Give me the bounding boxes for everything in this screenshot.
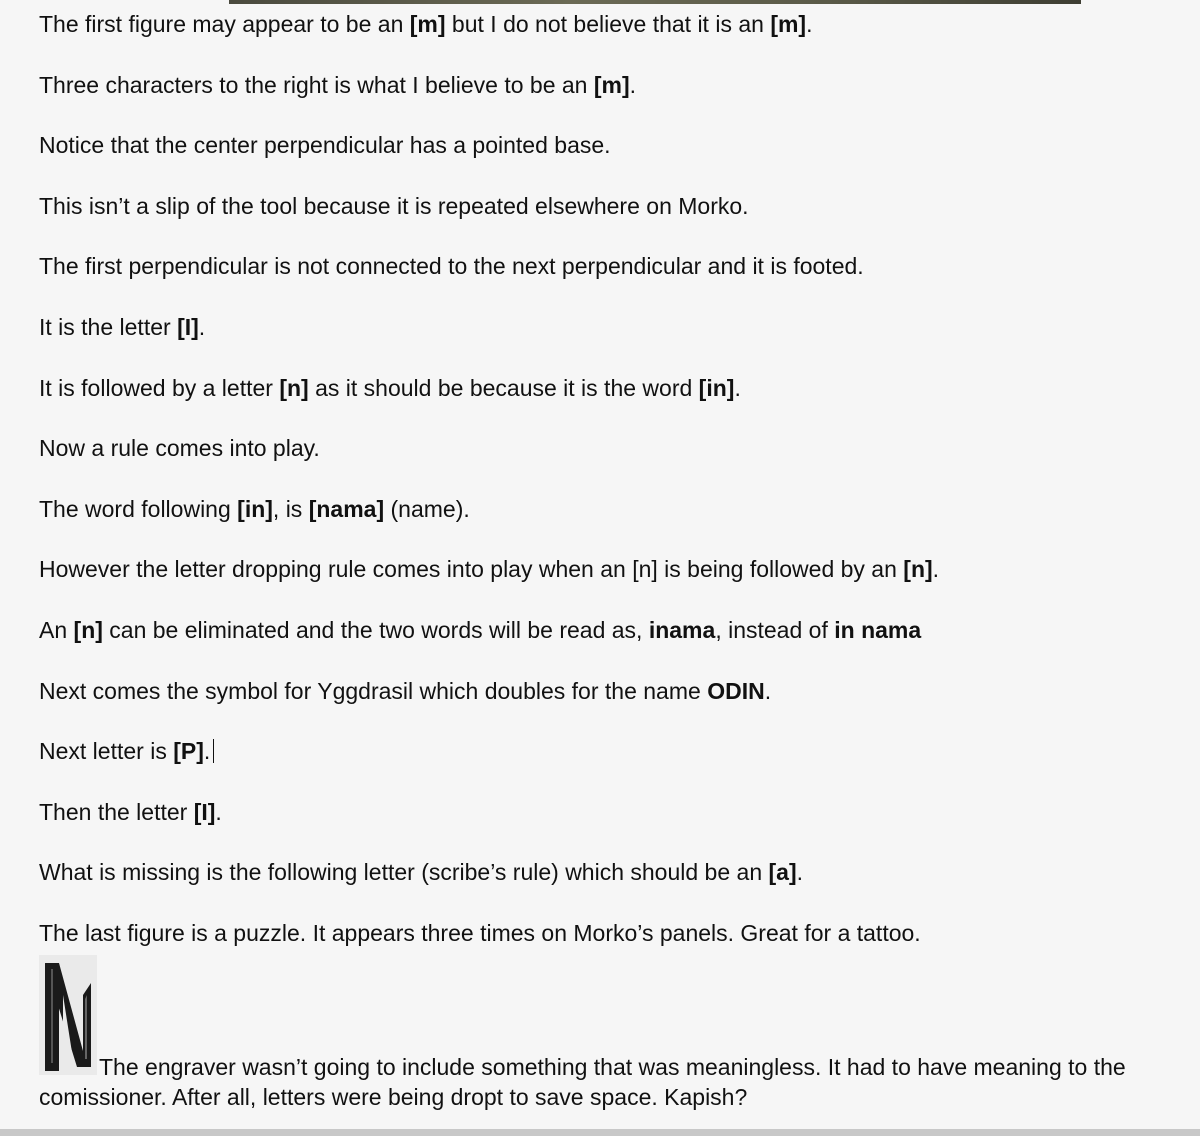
bold-term: [in] [698, 375, 735, 401]
text-run: . [764, 678, 772, 704]
text-line [39, 71, 636, 99]
text-line [39, 495, 470, 523]
text-run: . [806, 11, 813, 37]
text-line [39, 131, 611, 159]
text-run: . [629, 72, 637, 98]
text-run: Notice that the center perpendicular has a pointed base. [39, 132, 611, 158]
bold-term: inama [648, 617, 716, 643]
text-run: as it should be because it is the word [308, 375, 699, 401]
text-line [39, 919, 921, 947]
text-run: can be eliminated and the two words will be read as, [102, 617, 649, 643]
closing-paragraph [39, 1052, 1189, 1112]
text-line [39, 677, 771, 705]
text-run: The first perpendicular is not connected to the next perpendicular and it is footed. [39, 253, 864, 279]
bold-term: [nama] [308, 496, 385, 522]
text-run: . [203, 738, 211, 764]
text-line [39, 798, 222, 826]
bold-term: [m] [409, 11, 446, 37]
text-run: Then the letter [39, 799, 194, 825]
text-run: It is the letter [39, 314, 178, 340]
text-run: . [215, 799, 222, 825]
text-run: , is [272, 496, 309, 522]
text-run: , instead of [715, 617, 835, 643]
text-line [39, 737, 214, 765]
text-line [39, 10, 812, 38]
bold-term: ODIN [707, 678, 765, 704]
text-line [39, 313, 205, 341]
text-run: Three characters to the right is what I believe to be an [39, 72, 594, 98]
bold-term: in nama [834, 617, 922, 643]
bold-term: [m] [593, 72, 630, 98]
top-image-edge [229, 0, 1081, 4]
text-run: This isn’t a slip of the tool because it is repeated elsewhere on Morko. [39, 193, 749, 219]
bold-term: [I] [177, 314, 199, 340]
text-line [39, 616, 921, 644]
text-run: . [734, 375, 741, 401]
text-run: The last figure is a puzzle. It appears three times on Morko’s panels. Great for a tattoo. [39, 920, 921, 946]
text-run: Next comes the symbol for Yggdrasil which doubles for the name [39, 678, 708, 704]
text-run: . [932, 556, 940, 582]
closing-line-1: The engraver wasn’t going to include something that was meaningless. It had to have meaning to the [99, 1054, 1126, 1080]
text-run: However the letter dropping rule comes into play when an [n] is being followed by an [39, 556, 904, 582]
bottom-border [0, 1129, 1200, 1136]
text-run: but I do not believe that it is an [445, 11, 771, 37]
text-run: The word following [39, 496, 238, 522]
bold-term: [in] [237, 496, 273, 522]
text-line [39, 374, 741, 402]
bold-term: [I] [193, 799, 216, 825]
text-line [39, 192, 749, 220]
text-run: The first figure may appear to be an [39, 11, 410, 37]
text-run: An [39, 617, 74, 643]
text-run: Next letter is [39, 738, 174, 764]
bold-term: [n] [73, 617, 103, 643]
bold-term: [P] [173, 738, 204, 764]
bold-term: [a] [768, 859, 797, 885]
bold-term: [n] [279, 375, 309, 401]
bold-term: [n] [903, 556, 933, 582]
text-run: . [796, 859, 804, 885]
text-run: It is followed by a letter [39, 375, 280, 401]
text-line [39, 858, 803, 886]
text-run: Now a rule comes into play. [39, 435, 320, 461]
text-run: What is missing is the following letter (scribe’s rule) which should be an [39, 859, 769, 885]
text-cursor [213, 739, 214, 763]
text-run: (name). [384, 496, 470, 522]
text-line [39, 555, 939, 583]
bold-term: [m] [770, 11, 807, 37]
text-line [39, 252, 864, 280]
closing-line-2: comissioner. After all, letters were being dropt to save space. Kapish? [39, 1084, 748, 1110]
text-line [39, 434, 320, 462]
text-run: . [198, 314, 206, 340]
